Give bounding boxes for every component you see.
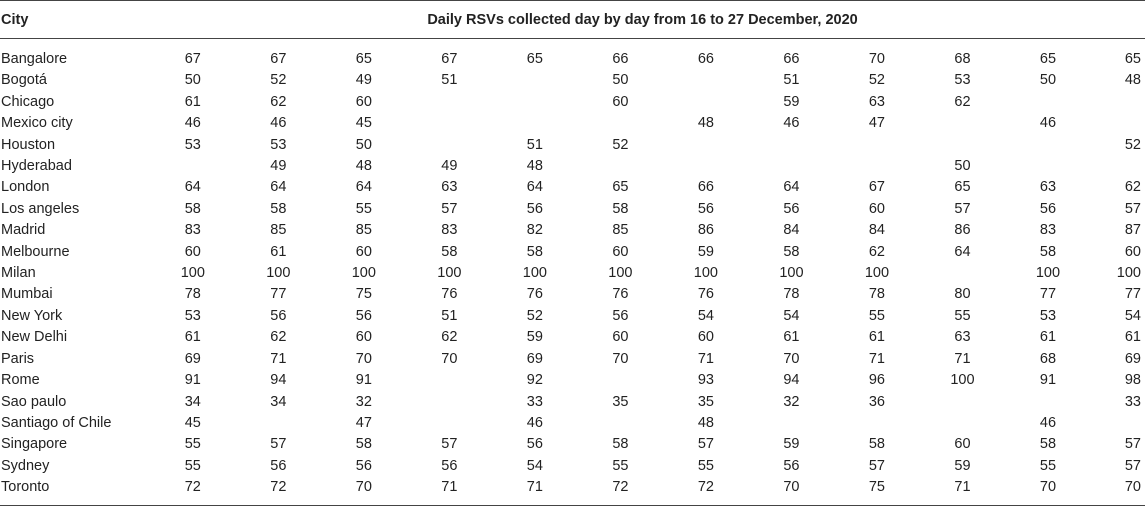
value-cell: 85: [270, 222, 287, 239]
value-cell: 70: [612, 350, 629, 367]
value-cell: [920, 263, 1006, 284]
value-cell: [578, 413, 664, 434]
value-cell: 76: [612, 286, 629, 303]
value-cell: 71: [492, 477, 578, 505]
value-cell: 56: [697, 200, 714, 217]
value-cell: 53: [1039, 307, 1057, 324]
value-cell: 69: [526, 350, 543, 367]
value-cell: 46: [783, 115, 800, 132]
value-cell: 65: [526, 51, 543, 67]
city-cell: Hyderabad: [1, 158, 72, 175]
value-cell: [920, 413, 1006, 434]
value-cell: 35: [612, 393, 629, 410]
value-cell: 78: [184, 286, 201, 303]
value-cell: 70: [783, 350, 800, 367]
table-row: [0, 434, 1145, 455]
city-cell: Mexico city: [1, 115, 73, 132]
value-cell: [407, 392, 493, 413]
value-cell: [920, 113, 1006, 134]
value-cell: 75: [355, 286, 372, 303]
value-cell: 50: [355, 136, 372, 153]
value-cell: 100: [693, 265, 718, 282]
value-cell: 67: [868, 179, 885, 196]
value-cell: 70: [1005, 477, 1091, 505]
value-cell: 70: [441, 350, 458, 367]
value-cell: 48: [697, 414, 714, 431]
table-row: [0, 413, 1145, 434]
value-cell: 58: [612, 436, 629, 453]
value-cell: 52: [868, 72, 885, 89]
value-cell: 34: [184, 393, 201, 410]
value-cell: 80: [954, 286, 971, 303]
value-cell: 48: [697, 115, 714, 132]
value-cell: 94: [783, 372, 800, 389]
table-body: [0, 39, 1145, 506]
city-cell: Madrid: [1, 222, 46, 239]
value-cell: 51: [526, 136, 543, 153]
value-cell: 57: [954, 200, 971, 217]
value-cell: 94: [270, 372, 287, 389]
value-cell: 60: [355, 93, 372, 110]
value-cell: 70: [1091, 477, 1145, 505]
value-cell: 57: [441, 200, 458, 217]
value-cell: [407, 413, 493, 434]
value-cell: 61: [184, 329, 201, 346]
value-cell: 71: [407, 477, 493, 505]
value-cell: [492, 113, 578, 134]
value-cell: 84: [868, 222, 885, 239]
city-cell: Houston: [1, 136, 56, 153]
value-cell: 100: [1035, 265, 1061, 282]
value-cell: 96: [868, 372, 885, 389]
value-cell: 71: [868, 350, 885, 367]
value-cell: 100: [522, 265, 547, 282]
value-cell: 67: [270, 51, 287, 67]
value-cell: 67: [441, 51, 458, 67]
value-cell: 84: [783, 222, 800, 239]
value-cell: [749, 413, 835, 434]
city-cell: Toronto: [0, 477, 150, 505]
value-cell: 71: [920, 477, 1006, 505]
value-cell: 56: [355, 457, 372, 474]
value-cell: 36: [868, 393, 885, 410]
value-cell: 57: [1124, 457, 1141, 474]
value-cell: 69: [184, 350, 201, 367]
value-cell: 72: [663, 477, 749, 505]
value-cell: 64: [270, 179, 287, 196]
value-cell: 61: [868, 329, 885, 346]
city-cell: Santiago of Chile: [1, 414, 112, 431]
value-cell: 55: [697, 457, 714, 474]
value-cell: 78: [868, 286, 885, 303]
value-cell: [150, 156, 236, 177]
value-cell: 100: [266, 265, 291, 282]
value-cell: [663, 156, 749, 177]
value-cell: 76: [441, 286, 458, 303]
value-cell: 49: [270, 158, 287, 175]
city-cell: London: [1, 179, 50, 196]
value-cell: 91: [184, 372, 201, 389]
value-cell: 58: [1039, 436, 1057, 453]
value-cell: [920, 392, 1006, 413]
city-cell: Chicago: [1, 93, 55, 110]
value-cell: 50: [1039, 72, 1057, 89]
value-cell: 64: [783, 179, 800, 196]
value-cell: 60: [355, 243, 372, 260]
value-cell: [578, 113, 664, 134]
value-cell: [663, 92, 749, 113]
value-cell: 83: [184, 222, 201, 239]
value-cell: 58: [441, 243, 458, 260]
column-header-city: City: [0, 1, 150, 39]
value-cell: 100: [1116, 265, 1141, 282]
value-cell: 46: [184, 115, 201, 132]
value-cell: [834, 135, 920, 156]
value-cell: 83: [441, 222, 458, 239]
value-cell: 56: [270, 307, 287, 324]
value-cell: 45: [355, 115, 372, 132]
value-cell: [1005, 135, 1091, 156]
value-cell: 91: [355, 372, 372, 389]
value-cell: 60: [612, 329, 629, 346]
value-cell: 85: [355, 222, 372, 239]
value-cell: 58: [270, 200, 287, 217]
value-cell: 87: [1124, 222, 1141, 239]
table-row: [0, 177, 1145, 198]
value-cell: 70: [355, 350, 372, 367]
value-cell: 100: [864, 265, 890, 282]
city-cell: Sao paulo: [1, 393, 67, 410]
value-cell: 77: [270, 286, 287, 303]
value-cell: 62: [1124, 179, 1141, 196]
value-cell: 47: [355, 414, 372, 431]
value-cell: 55: [868, 307, 885, 324]
value-cell: 57: [270, 436, 287, 453]
value-cell: 45: [184, 414, 201, 431]
value-cell: [407, 135, 493, 156]
city-cell: Mumbai: [1, 286, 53, 303]
table-row: [0, 70, 1145, 91]
value-cell: 46: [1039, 115, 1057, 132]
city-cell: Bangalore: [1, 51, 68, 67]
value-cell: 61: [270, 243, 287, 260]
value-cell: 55: [954, 307, 971, 324]
value-cell: 51: [441, 72, 458, 89]
value-cell: 60: [697, 329, 714, 346]
value-cell: 66: [697, 51, 714, 67]
value-cell: [578, 370, 664, 391]
value-cell: 83: [1039, 222, 1057, 239]
value-cell: 69: [1124, 350, 1141, 367]
value-cell: 48: [526, 158, 543, 175]
value-cell: 56: [270, 457, 287, 474]
value-cell: 58: [783, 243, 800, 260]
value-cell: 100: [180, 265, 205, 282]
value-cell: 64: [184, 179, 201, 196]
value-cell: 56: [783, 200, 800, 217]
value-cell: 56: [783, 457, 800, 474]
value-cell: 56: [441, 457, 458, 474]
value-cell: 68: [954, 51, 971, 67]
city-cell: Paris: [1, 350, 35, 367]
city-cell: New Delhi: [1, 329, 68, 346]
table-row: [0, 135, 1145, 156]
value-cell: 67: [184, 51, 201, 67]
value-cell: 68: [1039, 350, 1057, 367]
value-cell: 60: [954, 436, 971, 453]
value-cell: 65: [355, 51, 372, 67]
table-row: [0, 242, 1145, 263]
column-header-title: Daily RSVs collected day by day from 16 to 27 December, 2020: [150, 1, 1145, 39]
table-row: [0, 477, 1145, 505]
value-cell: [749, 135, 835, 156]
value-cell: 100: [608, 265, 633, 282]
value-cell: 51: [441, 307, 458, 324]
value-cell: 82: [526, 222, 543, 239]
value-cell: 46: [526, 414, 543, 431]
value-cell: [492, 70, 578, 91]
value-cell: 63: [1039, 179, 1057, 196]
value-cell: 62: [441, 329, 458, 346]
value-cell: 76: [526, 286, 543, 303]
value-cell: 49: [355, 72, 372, 89]
value-cell: 72: [236, 477, 322, 505]
value-cell: 53: [954, 72, 971, 89]
value-cell: 49: [441, 158, 458, 175]
value-cell: 51: [783, 72, 800, 89]
value-cell: 55: [612, 457, 629, 474]
value-cell: 100: [351, 265, 376, 282]
value-cell: [663, 135, 749, 156]
value-cell: 85: [612, 222, 629, 239]
value-cell: [492, 92, 578, 113]
value-cell: 60: [612, 93, 629, 110]
value-cell: [834, 413, 920, 434]
table-row: [0, 370, 1145, 391]
value-cell: 53: [184, 136, 201, 153]
city-cell: Milan: [1, 265, 36, 282]
value-cell: 63: [954, 329, 971, 346]
value-cell: 60: [184, 243, 201, 260]
value-cell: 62: [954, 93, 971, 110]
value-cell: 65: [1124, 51, 1141, 67]
value-cell: 50: [184, 72, 201, 89]
value-cell: 57: [697, 436, 714, 453]
value-cell: 33: [526, 393, 543, 410]
value-cell: 58: [612, 200, 629, 217]
value-cell: 55: [184, 457, 201, 474]
city-cell: Singapore: [1, 436, 68, 453]
value-cell: [834, 156, 920, 177]
value-cell: 61: [184, 93, 201, 110]
value-cell: 64: [355, 179, 372, 196]
table-row: [0, 306, 1145, 327]
table-row: [0, 284, 1145, 305]
value-cell: 58: [1039, 243, 1057, 260]
value-cell: 75: [834, 477, 920, 505]
table-row: [0, 92, 1145, 113]
value-cell: 57: [441, 436, 458, 453]
value-cell: [1005, 92, 1091, 113]
table-row: [0, 392, 1145, 413]
table-row: [0, 39, 1145, 71]
value-cell: 52: [270, 72, 287, 89]
table-row: [0, 263, 1145, 284]
value-cell: 100: [437, 265, 462, 282]
value-cell: 91: [1039, 372, 1057, 389]
value-cell: 46: [270, 115, 287, 132]
city-cell: Rome: [1, 372, 40, 389]
value-cell: 60: [868, 200, 885, 217]
value-cell: [1091, 92, 1145, 113]
value-cell: 50: [612, 72, 629, 89]
value-cell: 59: [783, 436, 800, 453]
value-cell: 61: [1124, 329, 1141, 346]
value-cell: 76: [697, 286, 714, 303]
value-cell: 32: [783, 393, 800, 410]
value-cell: 55: [184, 436, 201, 453]
value-cell: 55: [1039, 457, 1057, 474]
city-cell: Bogotá: [1, 72, 47, 89]
value-cell: 56: [1039, 200, 1057, 217]
value-cell: 46: [1039, 414, 1057, 431]
value-cell: 53: [270, 136, 287, 153]
value-cell: 71: [954, 350, 971, 367]
value-cell: 58: [355, 436, 372, 453]
value-cell: 62: [270, 329, 287, 346]
table-row: [0, 156, 1145, 177]
value-cell: [1005, 392, 1091, 413]
value-cell: 64: [954, 243, 971, 260]
value-cell: 59: [526, 329, 543, 346]
value-cell: 63: [441, 179, 458, 196]
value-cell: 100: [950, 372, 975, 389]
value-cell: [407, 92, 493, 113]
value-cell: 47: [868, 115, 885, 132]
value-cell: [407, 113, 493, 134]
city-cell: Melbourne: [1, 243, 70, 260]
city-cell: Los angeles: [1, 200, 80, 217]
value-cell: 100: [779, 265, 804, 282]
value-cell: [1091, 113, 1145, 134]
value-cell: [663, 70, 749, 91]
value-cell: 62: [868, 243, 885, 260]
value-cell: 66: [697, 179, 714, 196]
table-row: [0, 349, 1145, 370]
value-cell: 77: [1039, 286, 1057, 303]
value-cell: 58: [526, 243, 543, 260]
value-cell: 70: [868, 51, 885, 67]
value-cell: 35: [697, 393, 714, 410]
value-cell: 86: [697, 222, 714, 239]
value-cell: 72: [150, 477, 236, 505]
value-cell: 54: [697, 307, 714, 324]
value-cell: 58: [184, 200, 201, 217]
value-cell: 64: [526, 179, 543, 196]
value-cell: 72: [578, 477, 664, 505]
value-cell: 61: [1039, 329, 1057, 346]
value-cell: 48: [355, 158, 372, 175]
value-cell: 77: [1124, 286, 1141, 303]
value-cell: 33: [1124, 393, 1141, 410]
value-cell: 71: [697, 350, 714, 367]
value-cell: 32: [355, 393, 372, 410]
value-cell: 57: [868, 457, 885, 474]
value-cell: 71: [270, 350, 287, 367]
value-cell: 70: [749, 477, 835, 505]
value-cell: 52: [612, 136, 629, 153]
value-cell: 53: [184, 307, 201, 324]
value-cell: [1091, 156, 1145, 177]
value-cell: 54: [526, 457, 543, 474]
value-cell: 54: [783, 307, 800, 324]
value-cell: 59: [697, 243, 714, 260]
value-cell: 98: [1124, 372, 1141, 389]
value-cell: 52: [1124, 136, 1141, 153]
value-cell: 78: [783, 286, 800, 303]
value-cell: 57: [1124, 200, 1141, 217]
city-cell: New York: [1, 307, 63, 324]
value-cell: 58: [868, 436, 885, 453]
table-row: [0, 327, 1145, 348]
value-cell: 65: [1039, 51, 1057, 67]
value-cell: [236, 413, 322, 434]
value-cell: 59: [954, 457, 971, 474]
value-cell: 63: [868, 93, 885, 110]
value-cell: 65: [612, 179, 629, 196]
value-cell: 61: [783, 329, 800, 346]
value-cell: [407, 370, 493, 391]
value-cell: 65: [954, 179, 971, 196]
value-cell: 52: [526, 307, 543, 324]
city-cell: Sydney: [1, 457, 50, 474]
value-cell: 70: [321, 477, 407, 505]
value-cell: 48: [1124, 72, 1141, 89]
header-row: [0, 1, 1145, 39]
value-cell: 60: [612, 243, 629, 260]
value-cell: 93: [697, 372, 714, 389]
value-cell: [1091, 413, 1145, 434]
value-cell: 55: [355, 200, 372, 217]
table-header: [0, 1, 1145, 39]
value-cell: 92: [526, 372, 543, 389]
value-cell: 57: [1124, 436, 1141, 453]
value-cell: 60: [1124, 243, 1141, 260]
value-cell: 60: [355, 329, 372, 346]
value-cell: 62: [270, 93, 287, 110]
value-cell: [578, 156, 664, 177]
value-cell: 50: [954, 158, 971, 175]
value-cell: 56: [612, 307, 629, 324]
value-cell: [749, 156, 835, 177]
value-cell: 56: [355, 307, 372, 324]
value-cell: [1005, 156, 1091, 177]
value-cell: 59: [783, 93, 800, 110]
table-row: [0, 456, 1145, 477]
table-row: [0, 113, 1145, 134]
table-row: [0, 220, 1145, 241]
value-cell: 66: [612, 51, 629, 67]
value-cell: 54: [1124, 307, 1141, 324]
table-row: [0, 199, 1145, 220]
value-cell: 86: [954, 222, 971, 239]
value-cell: 56: [526, 200, 543, 217]
value-cell: 66: [783, 51, 800, 67]
value-cell: 34: [270, 393, 287, 410]
value-cell: 56: [526, 436, 543, 453]
value-cell: [920, 135, 1006, 156]
